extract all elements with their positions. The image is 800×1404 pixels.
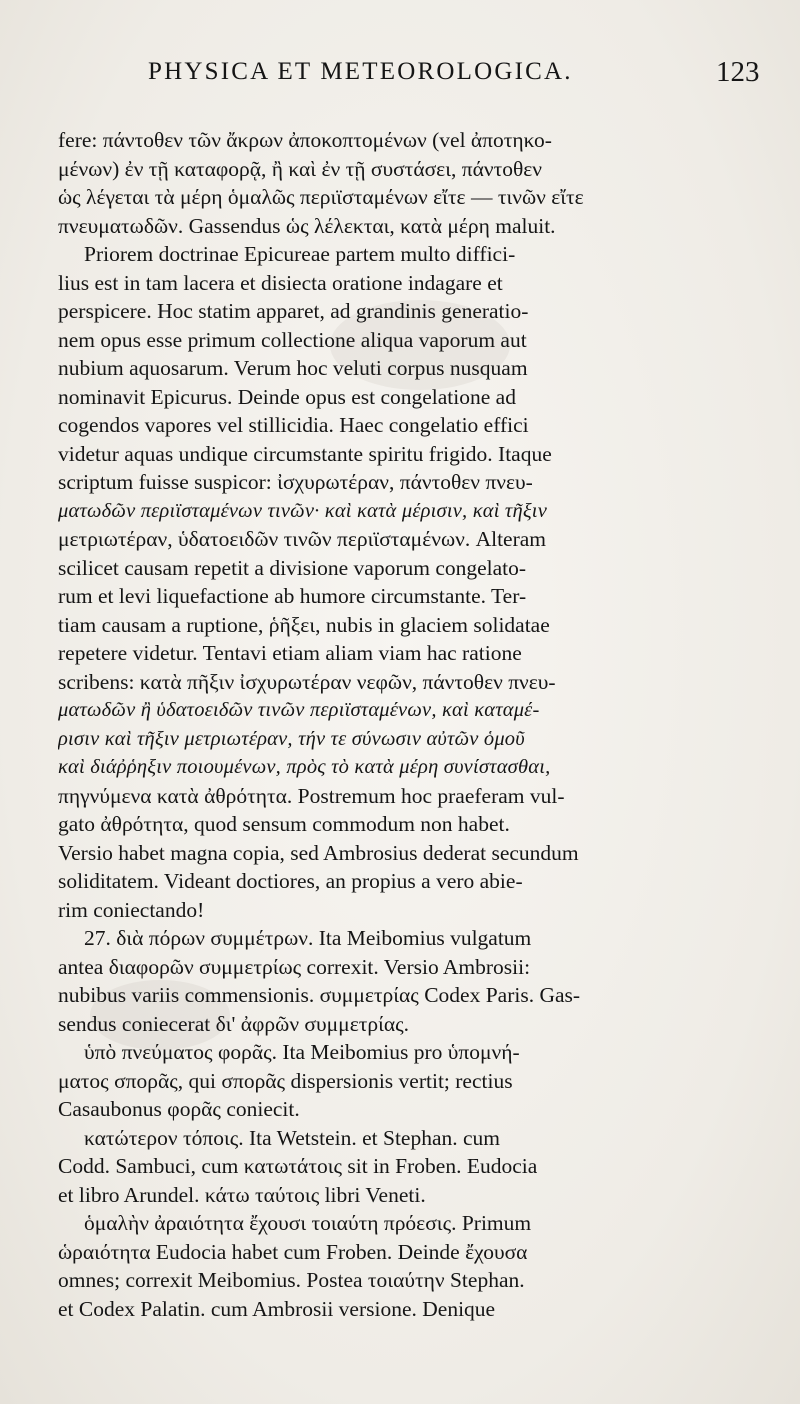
text-line: rum et levi liquefactione ab humore circumstante. Ter- — [58, 584, 527, 608]
page-header — [0, 58, 800, 98]
text-line: πνευματωδῶν. Gassendus ὡς λέλεκται, κατὰ μέρη maluit. — [58, 213, 556, 238]
text-line: καὶ διάῤῥηξιν ποιουμένων, πρὸς τὸ κατὰ μέρη συνίστασθαι, — [58, 756, 551, 778]
text-line: ματος σπορᾶς, qui σπορᾶς dispersionis vertit; rectius — [58, 1068, 513, 1093]
page-number: 123 — [716, 56, 760, 88]
text-line: ματωδῶν ἢ ὑδατοειδῶν τινῶν περιϊσταμένων, καὶ καταμέ- — [58, 699, 540, 721]
text-line: ρισιν καὶ τῆξιν μετριωτέραν, τήν τε σύνωσιν αὐτῶν ὁμοῦ — [58, 727, 525, 750]
text-line: 27. διὰ πόρων συμμέτρων. Ita Meibomius vulgatum — [84, 926, 532, 950]
text-line: nubibus variis commensionis. συμμετρίας Codex Paris. Gas- — [58, 983, 581, 1007]
text-line: ὡς λέγεται τὰ μέρη ὁμαλῶς περιϊσταμένων εἴτε — τινῶν εἴτε — [58, 185, 584, 209]
text-line: Versio habet magna copia, sed Ambrosius dederat secundum — [58, 840, 579, 865]
text-line: Codd. Sambuci, cum κατωτάτοις sit in Froben. Eudocia — [58, 1154, 538, 1178]
text-line: μετριωτέραν, ὑδατοειδῶν τινῶν περιϊσταμένων. Alteram — [58, 527, 547, 551]
text-line: ὡραιότητα Eudocia habet cum Froben. Deinde ἔχουσα — [58, 1239, 528, 1264]
text-line: ὁμαλὴν ἀραιότητα ἔχουσι τοιαύτη πρόεσις. Primum — [84, 1211, 532, 1235]
text-line: fere: πάντοθεν τῶν ἄκρων ἀποκοπτομένων (vel ἀποτηκο- — [58, 128, 552, 152]
text-line: ματωδῶν περιϊσταμένων τινῶν· καὶ κατὰ μέρισιν, καὶ τῆξιν — [58, 499, 547, 522]
text-line: κατώτερον τόποις. Ita Wetstein. et Stephan. cum — [84, 1125, 501, 1150]
text-line: nem opus esse primum collectione aliqua vaporum aut — [58, 327, 527, 352]
text-line: sendus coniecerat δι' ἀφρῶν συμμετρίας. — [58, 1011, 410, 1036]
body-text — [58, 126, 793, 1323]
text-line: et Codex Palatin. cum Ambrosii versione. Denique — [58, 1296, 496, 1321]
text-line: cogendos vapores vel stillicidia. Haec congelatio effici — [58, 413, 529, 437]
text-line: perspicere. Hoc statim apparet, ad grandinis generatio- — [58, 299, 529, 323]
text-line: scribens: κατὰ πῆξιν ἰσχυρωτέραν νεφῶν, πάντοθεν πνευ- — [58, 669, 556, 694]
text-line: μένων) ἐν τῇ καταφορᾷ, ἢ καὶ ἐν τῇ συστάσει, πάντοθεν — [58, 156, 543, 181]
text-line: repetere videtur. Tentavi etiam aliam viam hac ratione — [58, 641, 522, 665]
text-line: tiam causam a ruptione, ῥῆξει, nubis in glaciem solidatae — [58, 612, 550, 637]
text-line: Priorem doctrinae Epicureae partem multo diffici- — [84, 242, 516, 266]
running-title: PHYSICA ET METEOROLOGICA. — [148, 58, 573, 85]
text-line: et libro Arundel. κάτω ταύτοις libri Veneti. — [58, 1182, 426, 1207]
text-line: πηγνύμενα κατὰ ἀθρότητα. Postremum hoc praeferam vul- — [58, 783, 565, 808]
text-line: soliditatem. Videant doctiores, an propius a vero abie- — [58, 869, 523, 893]
text-line: gato ἀθρότητα, quod sensum commodum non habet. — [58, 812, 510, 836]
text-line: nubium aquosarum. Verum hoc veluti corpus nusquam — [58, 356, 528, 380]
text-line: omnes; correxit Meibomius. Postea τοιαύτην Stephan. — [58, 1268, 525, 1292]
text-line: Casaubonus φορᾶς coniecit. — [58, 1097, 300, 1121]
text-line: antea διαφορῶν συμμετρίως correxit. Versio Ambrosii: — [58, 954, 531, 979]
text-line: scilicet causam repetit a divisione vaporum congelato- — [58, 555, 527, 580]
text-line: rim coniectando! — [58, 897, 205, 922]
text-line: videtur aquas undique circumstante spiritu frigido. Itaque — [58, 441, 552, 466]
text-line: nominavit Epicurus. Deinde opus est congelatione ad — [58, 384, 516, 409]
text-line: ὑπὸ πνεύματος φορᾶς. Ita Meibomius pro ὑπομνή- — [84, 1040, 520, 1064]
text-line: lius est in tam lacera et disiecta oratione indagare et — [58, 270, 503, 295]
text-line: scriptum fuisse suspicor: ἰσχυρωτέραν, πάντοθεν πνευ- — [58, 470, 533, 494]
